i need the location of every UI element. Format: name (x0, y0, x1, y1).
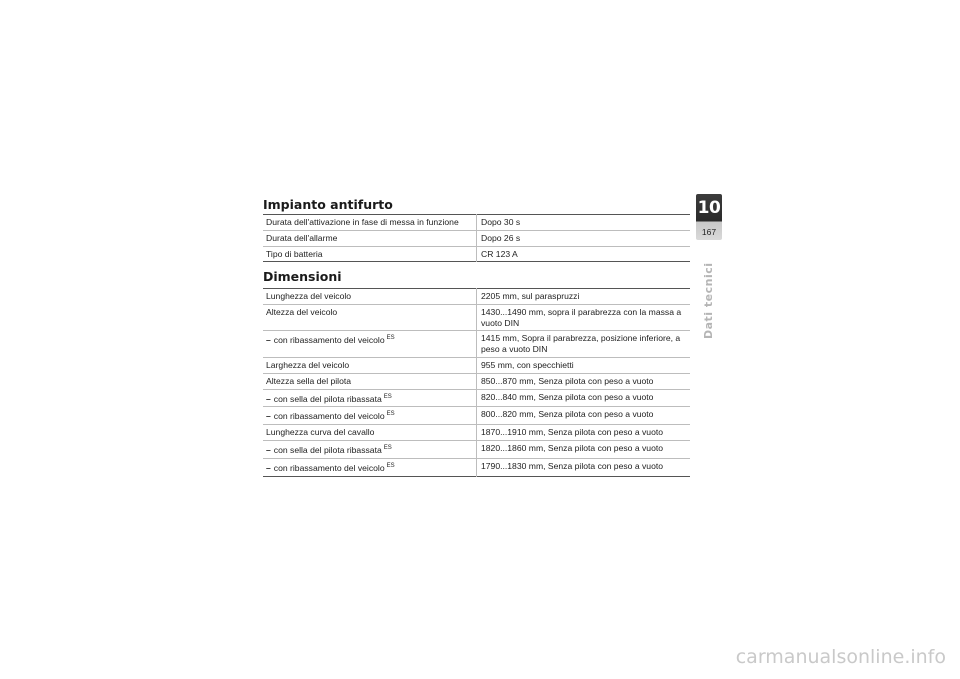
spec-label-cell (263, 389, 477, 407)
spec-label: con ribassamento del veicolo (273, 462, 385, 473)
optional-equipment-mark: ES (386, 462, 395, 469)
spec-label-cell (263, 458, 477, 476)
spec-label-cell (263, 246, 477, 262)
dash-marker: – (266, 335, 271, 346)
spec-value: 1870...1910 mm, Senza pilota con peso a vuoto (477, 425, 691, 441)
spec-label: Altezza del veicolo (266, 306, 338, 317)
chapter-number: 10 (697, 198, 721, 218)
spec-label: con sella del pilota ribassata (273, 444, 382, 455)
table-row (263, 357, 690, 373)
spec-value: Dopo 26 s (477, 230, 691, 246)
table-row (263, 246, 690, 262)
spec-value: 800...820 mm, Senza pilota con peso a vuoto (477, 407, 691, 425)
table-row (263, 425, 690, 441)
table-row (263, 373, 690, 389)
spec-label: con ribassamento del veicolo (273, 335, 385, 346)
page-number: 167 (701, 227, 717, 237)
table-row (263, 331, 690, 358)
spec-label: con sella del pilota ribassata (273, 393, 382, 404)
optional-equipment-mark: ES (383, 444, 392, 451)
spec-label: Lunghezza del veicolo (266, 291, 352, 301)
spec-label: Lunghezza curva del cavallo (266, 427, 375, 438)
spec-value: 1790...1830 mm, Senza pilota con peso a vuoto (477, 458, 691, 476)
spec-label-cell (263, 331, 477, 358)
spec-value: CR 123 A (477, 246, 691, 262)
dash-marker: – (266, 393, 271, 404)
spec-value: 955 mm, con specchietti (477, 357, 691, 373)
spec-value: 1415 mm, Sopra il parabrezza, posizione inferiore, a peso a vuoto DIN (477, 331, 691, 358)
dimensioni-table (263, 288, 690, 477)
spec-label-cell (263, 230, 477, 246)
spec-value: 1430...1490 mm, sopra il parabrezza con la massa a vuoto DIN (477, 304, 691, 331)
watermark: carmanualsonline.info (735, 646, 946, 668)
optional-equipment-mark: ES (386, 335, 395, 342)
optional-equipment-mark: ES (383, 393, 392, 400)
table-row (263, 304, 690, 331)
table-row (263, 289, 690, 305)
spec-label: Durata dell'attivazione in fase di messa in funzione (266, 217, 459, 227)
spec-label-cell (263, 289, 477, 305)
spec-label: Durata dell'allarme (266, 232, 338, 243)
antifurto-table (263, 214, 690, 262)
table-row (263, 389, 690, 407)
table-row (263, 440, 690, 458)
spec-label-cell (263, 440, 477, 458)
spec-label-cell (263, 373, 477, 389)
spec-label-cell (263, 357, 477, 373)
spec-label: Tipo di batteria (266, 248, 323, 259)
optional-equipment-mark: ES (386, 411, 395, 418)
spec-value: 850...870 mm, Senza pilota con peso a vuoto (477, 373, 691, 389)
spec-label: Altezza sella del pilota (266, 375, 352, 386)
spec-label: con ribassamento del veicolo (273, 411, 385, 422)
spec-value: 1820...1860 mm, Senza pilota con peso a vuoto (477, 440, 691, 458)
table-row (263, 230, 690, 246)
table-row (263, 215, 690, 231)
table-row (263, 407, 690, 425)
section-title-antifurto: Impianto antifurto (263, 197, 393, 212)
chapter-label: Dati tecnici (702, 262, 715, 339)
spec-label-cell (263, 304, 477, 331)
spec-label-cell (263, 425, 477, 441)
dash-marker: – (266, 462, 271, 473)
spec-label-cell (263, 407, 477, 425)
dash-marker: – (266, 411, 271, 422)
spec-label-cell (263, 215, 477, 231)
section-title-dimensioni: Dimensioni (263, 269, 342, 284)
spec-value: 820...840 mm, Senza pilota con peso a vuoto (477, 389, 691, 407)
spec-label: Larghezza del veicolo (266, 359, 350, 370)
spec-value: 2205 mm, sul paraspruzzi (477, 289, 691, 305)
table-row (263, 458, 690, 476)
spec-value: Dopo 30 s (477, 215, 691, 231)
dash-marker: – (266, 444, 271, 455)
